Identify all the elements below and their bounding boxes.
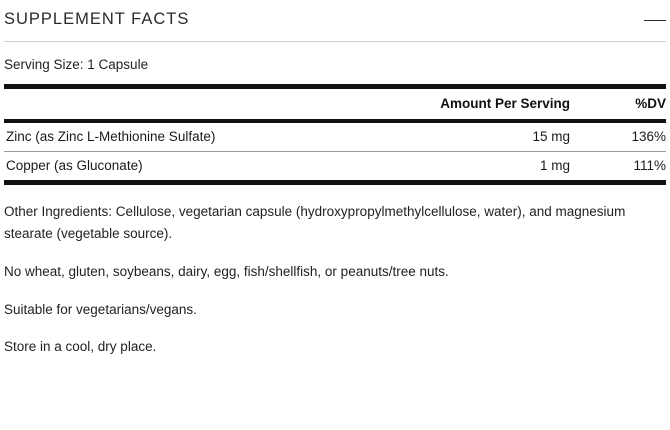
storage-note: Store in a cool, dry place. — [4, 339, 157, 355]
footnotes — [4, 185, 666, 358]
table-row — [4, 123, 666, 151]
nutrient-name: Copper (as Gluconate) — [6, 158, 143, 173]
serving-size-text: Serving Size: 1 Capsule — [4, 57, 149, 72]
nutrient-dv: 136% — [631, 129, 666, 144]
supplement-facts-table — [4, 89, 666, 119]
nutrient-amount: 1 mg — [539, 158, 570, 173]
table-header — [4, 89, 666, 119]
panel-header[interactable] — [4, 0, 666, 42]
supplement-facts-rows — [4, 123, 666, 151]
nutrient-amount: 15 mg — [532, 129, 570, 144]
allergen-note: No wheat, gluten, soybeans, dairy, egg, fish/shellfish, or peanuts/tree nuts. — [4, 263, 449, 279]
other-ingredients-note: Other Ingredients: Cellulose, vegetarian capsule (hydroxypropylmethylcellulose, water), and magnesium stearate (vegetable source). — [4, 204, 626, 241]
nutrient-name: Zinc (as Zinc L-Methionine Sulfate) — [6, 129, 216, 144]
dietary-note: Suitable for vegetarians/vegans. — [4, 301, 197, 317]
table-header-row — [4, 89, 666, 119]
nutrient-dv: 111% — [633, 158, 666, 173]
column-header-dv: %DV — [635, 96, 666, 111]
column-header-amount: Amount Per Serving — [440, 96, 570, 111]
minus-icon[interactable] — [644, 12, 666, 28]
page-title: SUPPLEMENT FACTS — [4, 10, 190, 28]
supplement-facts-rows-2 — [4, 152, 666, 180]
table-row — [4, 152, 666, 180]
